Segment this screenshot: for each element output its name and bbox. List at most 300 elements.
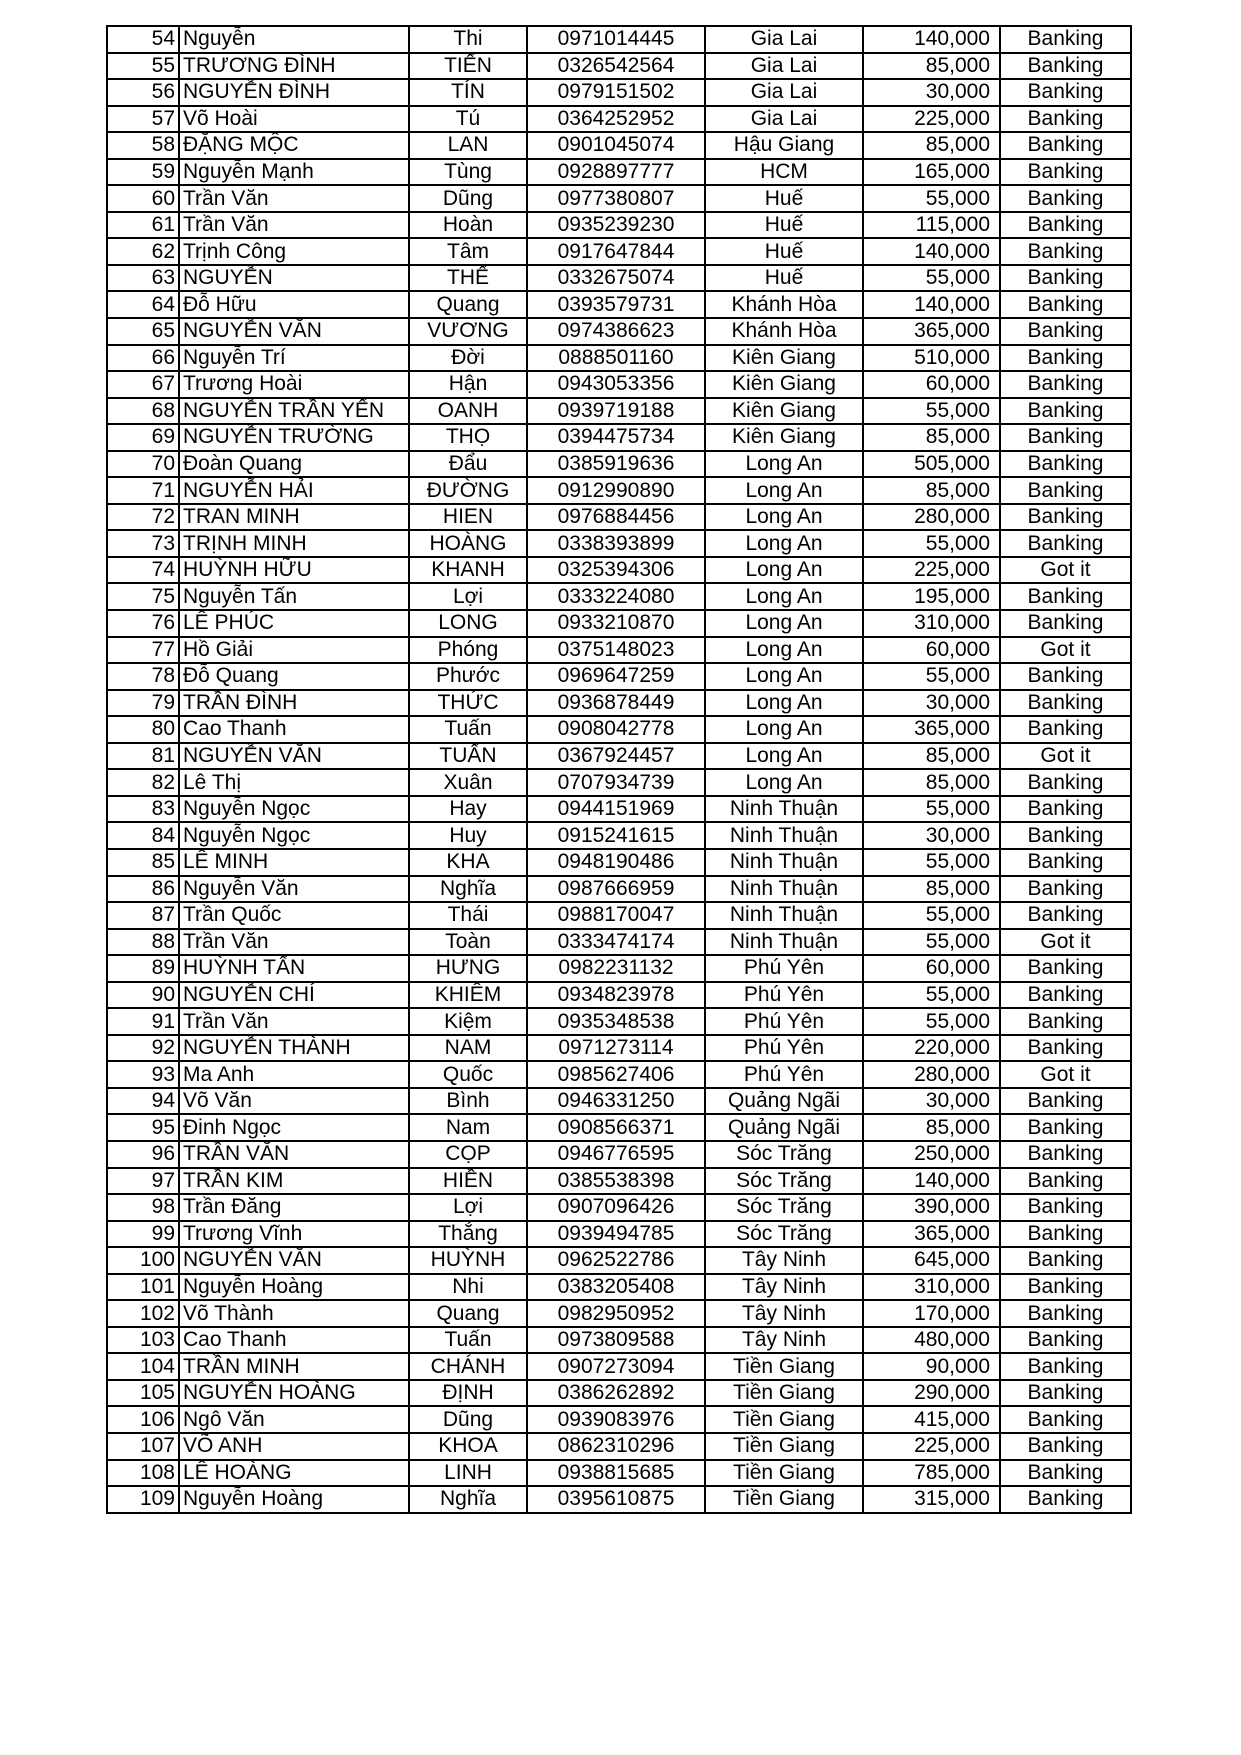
table-row	[107, 530, 1131, 557]
first-name-cell: THỨC	[409, 690, 527, 717]
first-name-cell: Thắng	[409, 1221, 527, 1248]
row-number-cell: 82	[107, 769, 179, 796]
amount-cell: 115,000	[863, 212, 1000, 239]
first-name-cell: Kiệm	[409, 1008, 527, 1035]
table-row	[107, 1061, 1131, 1088]
province-cell: Kiên Giang	[705, 345, 863, 372]
amount-cell: 30,000	[863, 79, 1000, 106]
amount-cell: 140,000	[863, 238, 1000, 265]
amount-cell: 140,000	[863, 1168, 1000, 1195]
table-row	[107, 345, 1131, 372]
table-row	[107, 796, 1131, 823]
row-number-cell: 88	[107, 929, 179, 956]
phone-number-cell: 0933210870	[527, 610, 705, 637]
province-cell: Ninh Thuận	[705, 796, 863, 823]
phone-number-cell: 0333474174	[527, 929, 705, 956]
row-number-cell: 104	[107, 1353, 179, 1380]
table-row	[107, 902, 1131, 929]
last-name-cell: HUỲNH TẤN	[179, 955, 409, 982]
row-number-cell: 89	[107, 955, 179, 982]
table-row	[107, 1194, 1131, 1221]
status-cell: Banking	[1000, 185, 1131, 212]
first-name-cell: Lợi	[409, 1194, 527, 1221]
first-name-cell: THỌ	[409, 424, 527, 451]
province-cell: Gia Lai	[705, 106, 863, 133]
last-name-cell: Nguyễn	[179, 26, 409, 53]
phone-number-cell: 0987666959	[527, 876, 705, 903]
last-name-cell: Đỗ Quang	[179, 663, 409, 690]
status-cell: Banking	[1000, 1008, 1131, 1035]
phone-number-cell: 0375148023	[527, 637, 705, 664]
amount-cell: 30,000	[863, 822, 1000, 849]
amount-cell: 85,000	[863, 1114, 1000, 1141]
table-row	[107, 1247, 1131, 1274]
first-name-cell: HIEN	[409, 504, 527, 531]
row-number-cell: 80	[107, 716, 179, 743]
amount-cell: 55,000	[863, 530, 1000, 557]
table-row	[107, 1088, 1131, 1115]
row-number-cell: 97	[107, 1168, 179, 1195]
table-row	[107, 1300, 1131, 1327]
amount-cell: 55,000	[863, 1008, 1000, 1035]
row-number-cell: 85	[107, 849, 179, 876]
status-cell: Banking	[1000, 769, 1131, 796]
last-name-cell: Đoàn Quang	[179, 451, 409, 478]
first-name-cell: KHIÊM	[409, 982, 527, 1009]
table-row	[107, 1433, 1131, 1460]
province-cell: Tây Ninh	[705, 1247, 863, 1274]
phone-number-cell: 0394475734	[527, 424, 705, 451]
province-cell: Huế	[705, 238, 863, 265]
province-cell: Tây Ninh	[705, 1327, 863, 1354]
row-number-cell: 63	[107, 265, 179, 292]
status-cell: Banking	[1000, 451, 1131, 478]
status-cell: Banking	[1000, 1433, 1131, 1460]
row-number-cell: 100	[107, 1247, 179, 1274]
last-name-cell: TRẦN ĐÌNH	[179, 690, 409, 717]
table-body	[107, 26, 1131, 1513]
first-name-cell: Xuân	[409, 769, 527, 796]
province-cell: Huế	[705, 212, 863, 239]
phone-number-cell: 0707934739	[527, 769, 705, 796]
first-name-cell: OANH	[409, 398, 527, 425]
province-cell: Long An	[705, 504, 863, 531]
table-row	[107, 159, 1131, 186]
status-cell: Banking	[1000, 345, 1131, 372]
amount-cell: 85,000	[863, 477, 1000, 504]
first-name-cell: LONG	[409, 610, 527, 637]
status-cell: Banking	[1000, 663, 1131, 690]
row-number-cell: 86	[107, 876, 179, 903]
first-name-cell: Nghĩa	[409, 876, 527, 903]
row-number-cell: 65	[107, 318, 179, 345]
last-name-cell: NGUYỄN VĂN	[179, 743, 409, 770]
status-cell: Banking	[1000, 159, 1131, 186]
status-cell: Banking	[1000, 132, 1131, 159]
phone-number-cell: 0326542564	[527, 53, 705, 80]
phone-number-cell: 0393579731	[527, 291, 705, 318]
phone-number-cell: 0901045074	[527, 132, 705, 159]
row-number-cell: 109	[107, 1486, 179, 1513]
first-name-cell: Tâm	[409, 238, 527, 265]
first-name-cell: HOÀNG	[409, 530, 527, 557]
province-cell: Sóc Trăng	[705, 1194, 863, 1221]
last-name-cell: Cao Thanh	[179, 1327, 409, 1354]
first-name-cell: Hận	[409, 371, 527, 398]
last-name-cell: Đỗ Hữu	[179, 291, 409, 318]
status-cell: Got it	[1000, 557, 1131, 584]
row-number-cell: 101	[107, 1274, 179, 1301]
last-name-cell: LÊ MINH	[179, 849, 409, 876]
row-number-cell: 60	[107, 185, 179, 212]
province-cell: Kiên Giang	[705, 424, 863, 451]
status-cell: Banking	[1000, 1247, 1131, 1274]
table-row	[107, 610, 1131, 637]
amount-cell: 55,000	[863, 265, 1000, 292]
row-number-cell: 54	[107, 26, 179, 53]
row-number-cell: 107	[107, 1433, 179, 1460]
province-cell: Phú Yên	[705, 1035, 863, 1062]
table-row	[107, 185, 1131, 212]
status-cell: Banking	[1000, 53, 1131, 80]
first-name-cell: NAM	[409, 1035, 527, 1062]
first-name-cell: Nhi	[409, 1274, 527, 1301]
last-name-cell: Nguyễn Ngọc	[179, 822, 409, 849]
phone-number-cell: 0907273094	[527, 1353, 705, 1380]
first-name-cell: Tuấn	[409, 1327, 527, 1354]
province-cell: Tây Ninh	[705, 1274, 863, 1301]
phone-number-cell: 0936878449	[527, 690, 705, 717]
amount-cell: 365,000	[863, 716, 1000, 743]
status-cell: Banking	[1000, 1353, 1131, 1380]
province-cell: Ninh Thuận	[705, 902, 863, 929]
last-name-cell: Trần Văn	[179, 1008, 409, 1035]
amount-cell: 390,000	[863, 1194, 1000, 1221]
table-row	[107, 1406, 1131, 1433]
phone-number-cell: 0938815685	[527, 1460, 705, 1487]
first-name-cell: TUẤN	[409, 743, 527, 770]
last-name-cell: TRƯƠNG ĐÌNH	[179, 53, 409, 80]
row-number-cell: 99	[107, 1221, 179, 1248]
first-name-cell: VƯƠNG	[409, 318, 527, 345]
status-cell: Banking	[1000, 318, 1131, 345]
status-cell: Banking	[1000, 26, 1131, 53]
province-cell: Tiền Giang	[705, 1380, 863, 1407]
status-cell: Banking	[1000, 212, 1131, 239]
province-cell: Hậu Giang	[705, 132, 863, 159]
province-cell: Ninh Thuận	[705, 876, 863, 903]
table-row	[107, 849, 1131, 876]
table-row	[107, 929, 1131, 956]
phone-number-cell: 0935348538	[527, 1008, 705, 1035]
province-cell: Long An	[705, 583, 863, 610]
status-cell: Got it	[1000, 637, 1131, 664]
table-row	[107, 398, 1131, 425]
row-number-cell: 62	[107, 238, 179, 265]
first-name-cell: HƯNG	[409, 955, 527, 982]
first-name-cell: KHOA	[409, 1433, 527, 1460]
last-name-cell: Ngô Văn	[179, 1406, 409, 1433]
table-row	[107, 132, 1131, 159]
phone-number-cell: 0985627406	[527, 1061, 705, 1088]
row-number-cell: 95	[107, 1114, 179, 1141]
amount-cell: 30,000	[863, 690, 1000, 717]
amount-cell: 365,000	[863, 1221, 1000, 1248]
status-cell: Banking	[1000, 1168, 1131, 1195]
phone-number-cell: 0385919636	[527, 451, 705, 478]
phone-number-cell: 0935239230	[527, 212, 705, 239]
province-cell: Huế	[705, 185, 863, 212]
last-name-cell: Đinh Ngọc	[179, 1114, 409, 1141]
phone-number-cell: 0915241615	[527, 822, 705, 849]
first-name-cell: Hoàn	[409, 212, 527, 239]
status-cell: Banking	[1000, 583, 1131, 610]
status-cell: Banking	[1000, 424, 1131, 451]
province-cell: Ninh Thuận	[705, 822, 863, 849]
first-name-cell: Phóng	[409, 637, 527, 664]
last-name-cell: Trương Hoài	[179, 371, 409, 398]
phone-number-cell: 0325394306	[527, 557, 705, 584]
phone-number-cell: 0962522786	[527, 1247, 705, 1274]
province-cell: Gia Lai	[705, 79, 863, 106]
amount-cell: 480,000	[863, 1327, 1000, 1354]
amount-cell: 55,000	[863, 849, 1000, 876]
last-name-cell: TRẦN MINH	[179, 1353, 409, 1380]
last-name-cell: Võ Văn	[179, 1088, 409, 1115]
last-name-cell: NGUYỄN THÀNH	[179, 1035, 409, 1062]
row-number-cell: 81	[107, 743, 179, 770]
row-number-cell: 105	[107, 1380, 179, 1407]
row-number-cell: 67	[107, 371, 179, 398]
last-name-cell: Nguyễn Văn	[179, 876, 409, 903]
table-row	[107, 1008, 1131, 1035]
amount-cell: 280,000	[863, 1061, 1000, 1088]
province-cell: Tiền Giang	[705, 1353, 863, 1380]
first-name-cell: Nam	[409, 1114, 527, 1141]
first-name-cell: ĐỊNH	[409, 1380, 527, 1407]
province-cell: Long An	[705, 769, 863, 796]
last-name-cell: ĐẶNG MỘC	[179, 132, 409, 159]
first-name-cell: Phước	[409, 663, 527, 690]
amount-cell: 55,000	[863, 982, 1000, 1009]
last-name-cell: Trần Đăng	[179, 1194, 409, 1221]
table-row	[107, 716, 1131, 743]
row-number-cell: 91	[107, 1008, 179, 1035]
province-cell: Tiền Giang	[705, 1460, 863, 1487]
status-cell: Banking	[1000, 610, 1131, 637]
table-row	[107, 1460, 1131, 1487]
status-cell: Banking	[1000, 1035, 1131, 1062]
row-number-cell: 87	[107, 902, 179, 929]
row-number-cell: 79	[107, 690, 179, 717]
amount-cell: 365,000	[863, 318, 1000, 345]
phone-number-cell: 0928897777	[527, 159, 705, 186]
phone-number-cell: 0971273114	[527, 1035, 705, 1062]
first-name-cell: CHÁNH	[409, 1353, 527, 1380]
last-name-cell: Nguyễn Trí	[179, 345, 409, 372]
table-row	[107, 1141, 1131, 1168]
last-name-cell: Lê Thị	[179, 769, 409, 796]
province-cell: Tây Ninh	[705, 1300, 863, 1327]
phone-number-cell: 0973809588	[527, 1327, 705, 1354]
province-cell: Sóc Trăng	[705, 1141, 863, 1168]
table-row	[107, 424, 1131, 451]
row-number-cell: 68	[107, 398, 179, 425]
province-cell: Ninh Thuận	[705, 929, 863, 956]
province-cell: Long An	[705, 610, 863, 637]
last-name-cell: Ma Anh	[179, 1061, 409, 1088]
last-name-cell: Trần Văn	[179, 212, 409, 239]
row-number-cell: 108	[107, 1460, 179, 1487]
amount-cell: 85,000	[863, 132, 1000, 159]
first-name-cell: Dũng	[409, 1406, 527, 1433]
status-cell: Banking	[1000, 1114, 1131, 1141]
first-name-cell: Đẩu	[409, 451, 527, 478]
phone-number-cell: 0988170047	[527, 902, 705, 929]
amount-cell: 60,000	[863, 955, 1000, 982]
amount-cell: 60,000	[863, 637, 1000, 664]
status-cell: Banking	[1000, 504, 1131, 531]
last-name-cell: Nguyễn Hoàng	[179, 1274, 409, 1301]
row-number-cell: 73	[107, 530, 179, 557]
row-number-cell: 71	[107, 477, 179, 504]
last-name-cell: NGUYỄN ĐÌNH	[179, 79, 409, 106]
amount-cell: 55,000	[863, 398, 1000, 425]
table-row	[107, 238, 1131, 265]
amount-cell: 90,000	[863, 1353, 1000, 1380]
last-name-cell: Trần Quốc	[179, 902, 409, 929]
last-name-cell: NGUYỄN VĂN	[179, 318, 409, 345]
province-cell: Long An	[705, 477, 863, 504]
first-name-cell: Hay	[409, 796, 527, 823]
phone-number-cell: 0383205408	[527, 1274, 705, 1301]
table-row	[107, 557, 1131, 584]
last-name-cell: NGUYỄN	[179, 265, 409, 292]
table-row	[107, 371, 1131, 398]
phone-number-cell: 0386262892	[527, 1380, 705, 1407]
row-number-cell: 93	[107, 1061, 179, 1088]
phone-number-cell: 0385538398	[527, 1168, 705, 1195]
first-name-cell: HIỀN	[409, 1168, 527, 1195]
phone-number-cell: 0917647844	[527, 238, 705, 265]
amount-cell: 195,000	[863, 583, 1000, 610]
status-cell: Banking	[1000, 477, 1131, 504]
phone-number-cell: 0934823978	[527, 982, 705, 1009]
table-row	[107, 690, 1131, 717]
phone-number-cell: 0979151502	[527, 79, 705, 106]
status-cell: Banking	[1000, 398, 1131, 425]
amount-cell: 225,000	[863, 1433, 1000, 1460]
first-name-cell: KHANH	[409, 557, 527, 584]
province-cell: Long An	[705, 663, 863, 690]
first-name-cell: Quốc	[409, 1061, 527, 1088]
status-cell: Got it	[1000, 929, 1131, 956]
phone-number-cell: 0939719188	[527, 398, 705, 425]
last-name-cell: NGUYỄN TRƯỜNG	[179, 424, 409, 451]
phone-number-cell: 0888501160	[527, 345, 705, 372]
last-name-cell: TRỊNH MINH	[179, 530, 409, 557]
amount-cell: 55,000	[863, 929, 1000, 956]
recipient-table	[106, 25, 1132, 1514]
row-number-cell: 102	[107, 1300, 179, 1327]
phone-number-cell: 0908566371	[527, 1114, 705, 1141]
row-number-cell: 76	[107, 610, 179, 637]
province-cell: Tiền Giang	[705, 1433, 863, 1460]
province-cell: Long An	[705, 690, 863, 717]
status-cell: Banking	[1000, 876, 1131, 903]
status-cell: Banking	[1000, 1486, 1131, 1513]
table-row	[107, 982, 1131, 1009]
phone-number-cell: 0333224080	[527, 583, 705, 610]
last-name-cell: HUỲNH HỮU	[179, 557, 409, 584]
first-name-cell: Huy	[409, 822, 527, 849]
table-row	[107, 743, 1131, 770]
phone-number-cell: 0948190486	[527, 849, 705, 876]
table-row	[107, 79, 1131, 106]
province-cell: Kiên Giang	[705, 398, 863, 425]
first-name-cell: Nghĩa	[409, 1486, 527, 1513]
first-name-cell: KHA	[409, 849, 527, 876]
last-name-cell: TRẦN VĂN	[179, 1141, 409, 1168]
status-cell: Banking	[1000, 1327, 1131, 1354]
status-cell: Banking	[1000, 716, 1131, 743]
row-number-cell: 72	[107, 504, 179, 531]
phone-number-cell: 0862310296	[527, 1433, 705, 1460]
first-name-cell: Thi	[409, 26, 527, 53]
last-name-cell: NGUYỄN HẢI	[179, 477, 409, 504]
status-cell: Banking	[1000, 1194, 1131, 1221]
amount-cell: 170,000	[863, 1300, 1000, 1327]
status-cell: Banking	[1000, 690, 1131, 717]
first-name-cell: Bình	[409, 1088, 527, 1115]
amount-cell: 785,000	[863, 1460, 1000, 1487]
row-number-cell: 66	[107, 345, 179, 372]
province-cell: Phú Yên	[705, 1008, 863, 1035]
province-cell: Gia Lai	[705, 53, 863, 80]
phone-number-cell: 0971014445	[527, 26, 705, 53]
row-number-cell: 56	[107, 79, 179, 106]
first-name-cell: Tùng	[409, 159, 527, 186]
status-cell: Banking	[1000, 291, 1131, 318]
status-cell: Banking	[1000, 1221, 1131, 1248]
province-cell: Phú Yên	[705, 1061, 863, 1088]
province-cell: Khánh Hòa	[705, 291, 863, 318]
amount-cell: 140,000	[863, 26, 1000, 53]
last-name-cell: Nguyễn Tấn	[179, 583, 409, 610]
amount-cell: 85,000	[863, 53, 1000, 80]
table-row	[107, 769, 1131, 796]
amount-cell: 140,000	[863, 291, 1000, 318]
table-row	[107, 106, 1131, 133]
row-number-cell: 70	[107, 451, 179, 478]
table-row	[107, 1380, 1131, 1407]
status-cell: Banking	[1000, 849, 1131, 876]
last-name-cell: Hồ Giải	[179, 637, 409, 664]
amount-cell: 510,000	[863, 345, 1000, 372]
row-number-cell: 61	[107, 212, 179, 239]
amount-cell: 85,000	[863, 743, 1000, 770]
first-name-cell: Tú	[409, 106, 527, 133]
phone-number-cell: 0395610875	[527, 1486, 705, 1513]
province-cell: Long An	[705, 530, 863, 557]
first-name-cell: LAN	[409, 132, 527, 159]
status-cell: Banking	[1000, 1406, 1131, 1433]
table-row	[107, 637, 1131, 664]
province-cell: Phú Yên	[705, 955, 863, 982]
row-number-cell: 69	[107, 424, 179, 451]
row-number-cell: 92	[107, 1035, 179, 1062]
amount-cell: 645,000	[863, 1247, 1000, 1274]
